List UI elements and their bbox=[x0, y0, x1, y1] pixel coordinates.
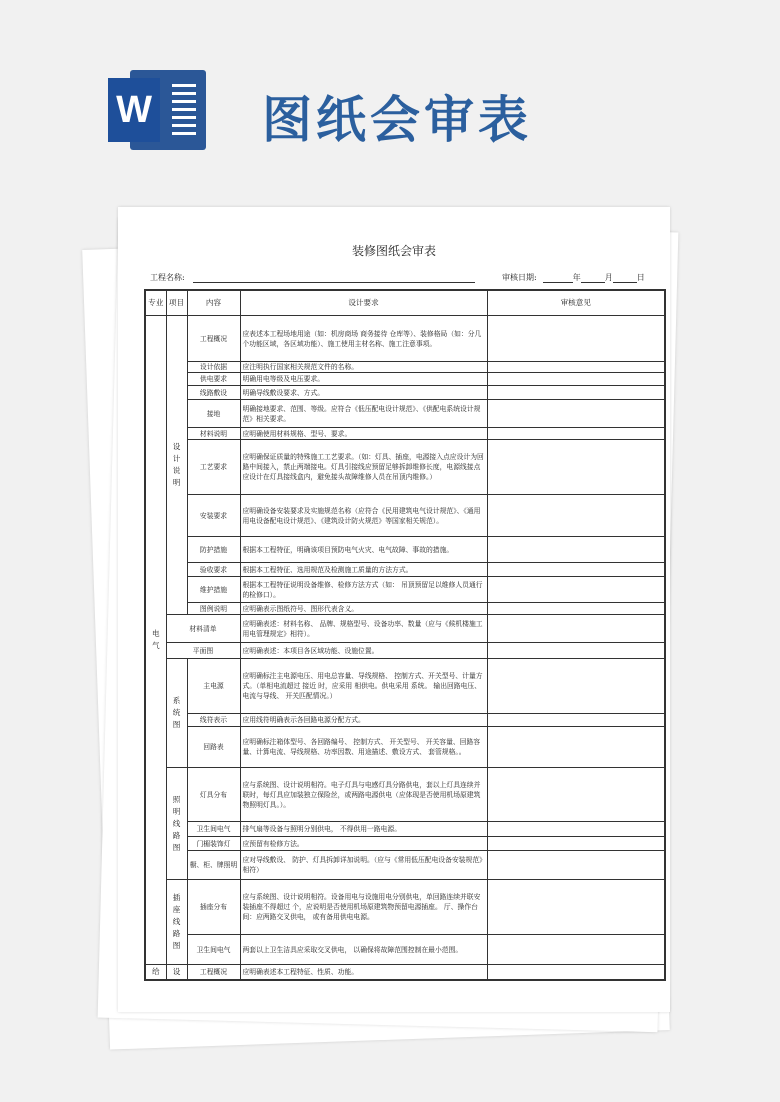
design-requirement: 应与系统图、设计说明相符。电子灯具与电感灯具分路供电，套以上灯具连续并联时，每灯具应加装独立保险丝，或两路电源供电（应体现是否使用机场原建筑物照明灯具。）。 bbox=[240, 768, 487, 822]
group-design-notes bbox=[166, 316, 187, 615]
table-row bbox=[145, 362, 665, 373]
major-water bbox=[145, 965, 166, 980]
table-row bbox=[145, 603, 665, 615]
review-opinion-cell[interactable] bbox=[487, 577, 665, 603]
content-item: 材料说明 bbox=[187, 428, 240, 440]
table-row bbox=[145, 851, 665, 880]
design-requirement: 排气扇等设备与照明分别供电， 不得供用一路电源。 bbox=[240, 822, 487, 837]
review-opinion-cell[interactable] bbox=[487, 768, 665, 822]
table-row bbox=[145, 537, 665, 563]
review-opinion-cell[interactable] bbox=[487, 537, 665, 563]
major-electric bbox=[145, 316, 166, 965]
design-requirement: 应对导线敷设、 防护、灯具拆卸详加说明。（应与《常用低压配电设备安装规范》相符） bbox=[240, 851, 487, 880]
content-item: 防护措施 bbox=[187, 537, 240, 563]
design-requirement: 应与系统图、设计说明相符。设备用电与设施用电分别供电，单回路连续并联安装插座不得超过 个，应说明是否使用机场原建筑物预留电源插座。 厅、操作台 间：应两路交叉供电， 或有备用供电电源。 bbox=[240, 880, 487, 935]
design-requirement: 根据本工程特征说明设备维修、检修方法方式（如： 吊顶预留足以维修人员通行的检修口）。 bbox=[240, 577, 487, 603]
group-design-notes-label: 设计说明 bbox=[172, 442, 181, 487]
header-content: 内容 bbox=[187, 290, 240, 316]
content-item: 卫生间电气 bbox=[187, 935, 240, 965]
design-requirement: 两套以上卫生洁具应采取交叉供电， 以确保将故障范围控制在最小范围。 bbox=[240, 935, 487, 965]
group-water-item-label: 设 bbox=[172, 966, 181, 976]
table-row bbox=[145, 768, 665, 822]
table-row bbox=[145, 643, 665, 659]
review-opinion-cell[interactable] bbox=[487, 714, 665, 727]
document-page bbox=[118, 207, 670, 1012]
design-requirement: 应明确标注箱体型号、各回路编号、 控制方式、 开关型号、 开关容量、回路容量、计算电流、导线规格、功率因数、用途描述、敷设方式、 套管规格。。 bbox=[240, 727, 487, 768]
design-requirement: 应明确表述：本项目各区域功能、设施位置。 bbox=[240, 643, 487, 659]
table-row bbox=[145, 316, 665, 362]
word-logo: W bbox=[108, 68, 208, 152]
content-item: 安装要求 bbox=[187, 495, 240, 537]
group-socket-diagram bbox=[166, 880, 187, 965]
table-row bbox=[145, 495, 665, 537]
content-item: 供电要求 bbox=[187, 373, 240, 386]
table-row bbox=[145, 822, 665, 837]
review-opinion-cell[interactable] bbox=[487, 837, 665, 851]
content-item: 回路表 bbox=[187, 727, 240, 768]
content-item: 工程概况 bbox=[187, 316, 240, 362]
design-requirement: 应用线符明确表示各回路电源分配方式。 bbox=[240, 714, 487, 727]
review-opinion-cell[interactable] bbox=[487, 362, 665, 373]
review-opinion-cell[interactable] bbox=[487, 495, 665, 537]
design-requirement: 应明确标注主电源电压、用电总容量、导线规格、 控制方式、开关型号、计量方式。（单相电流超过 接近 时，应采用 相供电。供电采用 系统。 输出回路电压、电流与导线、 开关匹配情况。） bbox=[240, 659, 487, 714]
group-water-item bbox=[166, 965, 187, 980]
group-lighting-diagram-label: 照明线路图 bbox=[172, 794, 181, 852]
table-row bbox=[145, 727, 665, 768]
review-date-field: 审核日期: 年 月 日 bbox=[502, 273, 645, 282]
group-lighting-diagram bbox=[166, 768, 187, 880]
design-requirement: 应预留有检修方法。 bbox=[240, 837, 487, 851]
table-row bbox=[145, 373, 665, 386]
review-opinion-cell[interactable] bbox=[487, 316, 665, 362]
content-item: 维护措施 bbox=[187, 577, 240, 603]
content-item: 材料清单 bbox=[166, 615, 240, 643]
header-major: 专业 bbox=[145, 290, 166, 316]
table-row bbox=[145, 659, 665, 714]
header-requirement: 设计要求 bbox=[240, 290, 487, 316]
design-requirement: 应明确表述：材料名称、 品牌、规格型号、设备功率、数量（应与《候机楼施工用电管理规定》相符）。 bbox=[240, 615, 487, 643]
review-opinion-cell[interactable] bbox=[487, 851, 665, 880]
review-opinion-cell[interactable] bbox=[487, 603, 665, 615]
table-row bbox=[145, 440, 665, 495]
review-opinion-cell[interactable] bbox=[487, 659, 665, 714]
group-system-diagram bbox=[166, 659, 187, 768]
banner-title: 图纸会审表 bbox=[262, 91, 532, 149]
table-row bbox=[145, 965, 665, 980]
project-name-field: 工程名称: bbox=[150, 272, 475, 283]
content-item: 工艺要求 bbox=[187, 440, 240, 495]
content-item: 主电源 bbox=[187, 659, 240, 714]
review-opinion-cell[interactable] bbox=[487, 563, 665, 577]
review-opinion-cell[interactable] bbox=[487, 880, 665, 935]
design-requirement: 应明确表述本工程特征、性质、功能。 bbox=[240, 965, 487, 980]
review-opinion-cell[interactable] bbox=[487, 643, 665, 659]
review-opinion-cell[interactable] bbox=[487, 373, 665, 386]
table-row bbox=[145, 563, 665, 577]
review-opinion-cell[interactable] bbox=[487, 822, 665, 837]
content-item: 图例说明 bbox=[187, 603, 240, 615]
design-requirement: 应明确保证质量的特殊施工工艺要求。（如：灯具、插座，电源接入点应设计为回路中间接入，禁止两端接电。灯具引接线应预留足够拆卸维修长度，电源线接点应设计在灯具接线盒内，避免接头故障维修人员在吊顶内维修。） bbox=[240, 440, 487, 495]
review-opinion-cell[interactable] bbox=[487, 386, 665, 400]
content-item: 门楣装饰灯 bbox=[187, 837, 240, 851]
major-electric-label: 电气 bbox=[151, 629, 160, 650]
design-requirement: 根据本工程特征、选用规范及检测施工质量的方法方式。 bbox=[240, 563, 487, 577]
table-row bbox=[145, 714, 665, 727]
content-item: 线符表示 bbox=[187, 714, 240, 727]
header-item: 项目 bbox=[166, 290, 187, 316]
table-row bbox=[145, 615, 665, 643]
content-item: 卫生间电气 bbox=[187, 822, 240, 837]
content-item: 灯具分布 bbox=[187, 768, 240, 822]
content-item: 线路敷设 bbox=[187, 386, 240, 400]
group-socket-diagram-label: 插座线路图 bbox=[172, 893, 181, 950]
table-row bbox=[145, 935, 665, 965]
content-item: 插座分布 bbox=[187, 880, 240, 935]
group-system-diagram-label: 系统图 bbox=[172, 696, 181, 729]
table-row bbox=[145, 428, 665, 440]
design-requirement: 应表述本工程场地用途（如：机房商场 商务接待 仓库等）、装修格局（如：分几个功能区域，各区域功能）、施工使用主材名称、施工注意事项。 bbox=[240, 316, 487, 362]
design-requirement: 根据本工程特征，明确该项目预防电气火灾、电气故障、事故的措施。 bbox=[240, 537, 487, 563]
design-requirement: 应明确设备安装要求及实施规范名称（应符合《民用建筑电气设计规范》、《通用用电设备配电设计规范》、《建筑设计防火规范》等国家相关规范）。 bbox=[240, 495, 487, 537]
header-review-opinion: 审核意见 bbox=[487, 290, 665, 316]
table-row bbox=[145, 386, 665, 400]
design-requirement: 应注明执行国家相关规范文件的名称。 bbox=[240, 362, 487, 373]
table-row bbox=[145, 400, 665, 428]
review-table bbox=[144, 289, 666, 981]
review-opinion-cell[interactable] bbox=[487, 727, 665, 768]
review-opinion-cell[interactable] bbox=[487, 400, 665, 428]
table-row bbox=[145, 577, 665, 603]
design-requirement: 明确接地要求、范围、等级。应符合《低压配电设计规范》、《供配电系统设计规范》相关要求。 bbox=[240, 400, 487, 428]
review-opinion-cell[interactable] bbox=[487, 440, 665, 495]
review-opinion-cell[interactable] bbox=[487, 935, 665, 965]
content-item: 设计依据 bbox=[187, 362, 240, 373]
content-item: 工程概况 bbox=[187, 965, 240, 980]
content-item: 平面图 bbox=[166, 643, 240, 659]
design-requirement: 应明确表示图纸符号、图形代表含义。 bbox=[240, 603, 487, 615]
review-opinion-cell[interactable] bbox=[487, 615, 665, 643]
design-requirement: 明确导线敷设要求、方式。 bbox=[240, 386, 487, 400]
content-item: 接地 bbox=[187, 400, 240, 428]
table-row bbox=[145, 837, 665, 851]
table-row bbox=[145, 880, 665, 935]
review-opinion-cell[interactable] bbox=[487, 428, 665, 440]
major-water-label: 给 bbox=[151, 966, 160, 976]
design-requirement: 应明确使用材料规格、型号、要求。 bbox=[240, 428, 487, 440]
design-requirement: 明确用电等级及电压要求。 bbox=[240, 373, 487, 386]
review-opinion-cell[interactable] bbox=[487, 965, 665, 980]
document-title: 装修图纸会审表 bbox=[351, 244, 436, 258]
content-item: 验收要求 bbox=[187, 563, 240, 577]
content-item: 橱、柜、牌照明 bbox=[187, 851, 240, 880]
